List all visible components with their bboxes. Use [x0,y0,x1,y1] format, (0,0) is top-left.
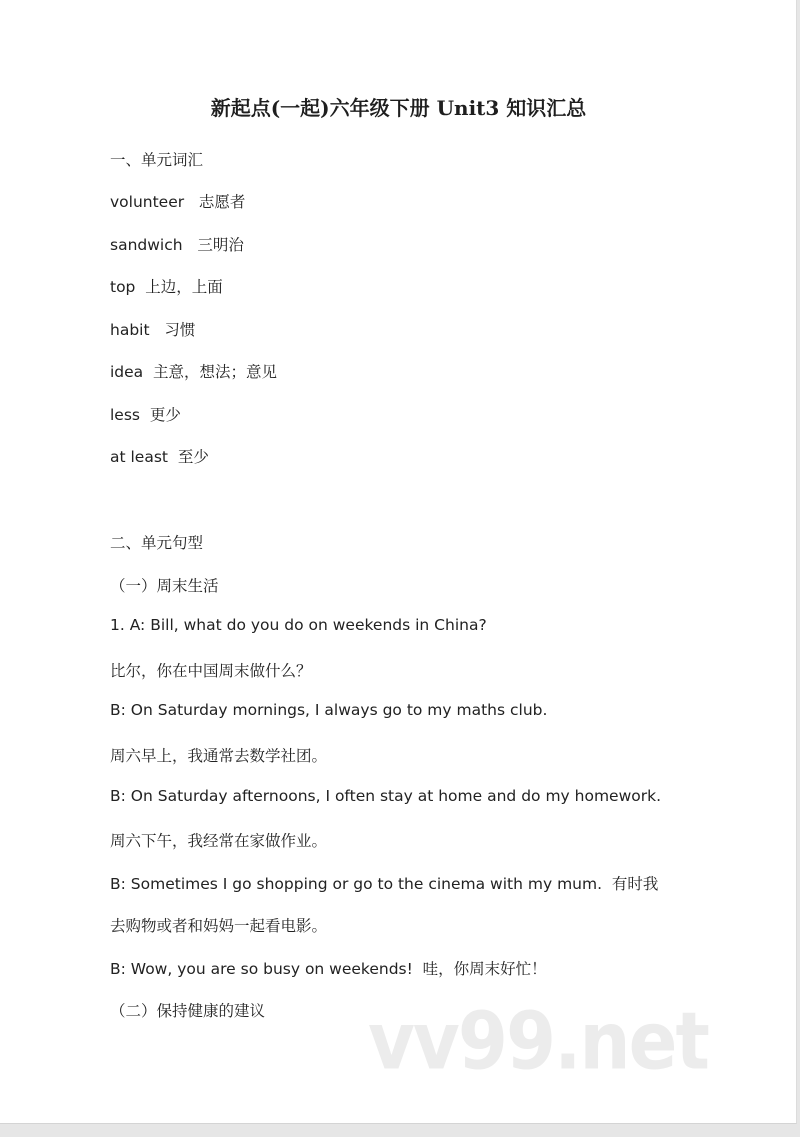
subsection-heading-health-advice: （二）保持健康的建议 [110,1002,266,1020]
document-title: 新起点(一起)六年级下册 Unit3 知识汇总 [210,96,587,120]
dialogue-translation: 比尔，你在中国周末做什么？ [110,662,312,680]
vocab-item: sandwich 三明治 [110,236,244,254]
vocab-item: habit 习惯 [110,321,196,339]
dialogue-line: B: Sometimes I go shopping or go to the cinema with my mum. 有时我 [110,875,659,893]
section-heading-sentences: 二、单元句型 [110,534,204,552]
dialogue-translation: 周六下午，我经常在家做作业。 [110,832,328,850]
vocab-item: top 上边，上面 [110,278,223,296]
watermark: vv99.net [368,995,708,1088]
dialogue-line: B: Wow, you are so busy on weekends! 哇，你周末好忙！ [110,960,547,978]
dialogue-line: B: On Saturday afternoons, I often stay at home and do my homework. [110,787,662,805]
dialogue-line: B: On Saturday mornings, I always go to my maths club. [110,701,548,719]
vocab-item: idea 主意，想法；意见 [110,363,278,381]
vocab-item: at least 至少 [110,448,209,466]
vocab-item: less 更少 [110,406,181,424]
vocab-item: volunteer 志愿者 [110,193,246,211]
dialogue-translation: 周六早上，我通常去数学社团。 [110,747,328,765]
section-heading-vocabulary: 一、单元词汇 [110,151,204,169]
dialogue-line: 1. A: Bill, what do you do on weekends in China? [110,616,487,634]
subsection-heading-weekend-life: （一）周末生活 [110,577,219,595]
dialogue-translation: 去购物或者和妈妈一起看电影。 [110,917,328,935]
